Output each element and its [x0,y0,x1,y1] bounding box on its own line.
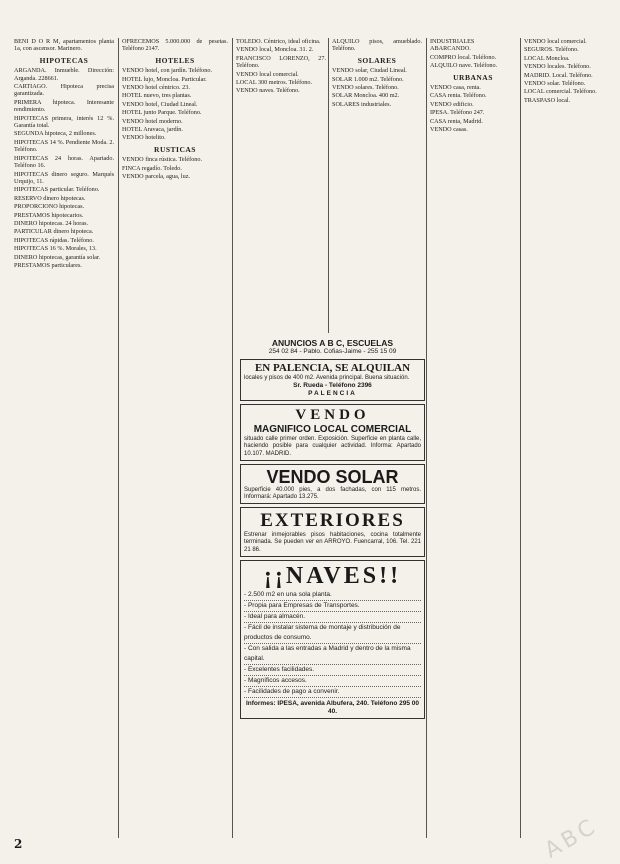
classified-ad: BENI D O R M, apartamentos planta 1a, con ascensor. Marinero. [14,38,114,53]
column-4 [332,38,422,333]
column-6 [524,38,610,838]
classified-ad: LOCAL 300 metros. Teléfono. [236,79,313,87]
classified-ad: PROPORCIONO hipotecas. [14,203,85,211]
classified-ad: CASA renta, Madrid. [430,117,483,125]
section-heading-hoteles: HOTELES [155,55,195,65]
ad-solar-body: Superficie 40.000 pies, a dos fachadas, con 115 metros. Informará: Apartado 13.275. [244,486,421,501]
classified-ad: HOTEL junto Parque. Teléfono. [122,109,202,117]
classified-ad: VENDO hotel céntrico. 23. [122,84,190,92]
column-divider [520,38,521,838]
column-divider [328,38,329,333]
ad-escuelas-heading: ANUNCIOS A B C, ESCUELAS [271,338,394,348]
ad-exteriores [240,507,425,557]
classified-ad: ALQUILO pisos, amueblado. Teléfono. [332,38,422,53]
classified-ad: LOCAL Moncloa. [524,54,570,62]
classified-ad: CARTIAGO. Hipoteca precisa garantizada. [14,83,114,98]
ad-palencia-heading: EN PALENCIA, SE ALQUILAN [254,362,411,374]
classified-ad: INDUSTRIALES ABARCANDO. [430,38,475,53]
ad-vendo-solar [240,464,425,504]
classified-ad: PRESTAMOS hipotecarios. [14,211,84,219]
classified-ad: IPESA. Teléfono 247. [430,109,485,117]
classified-ad: VENDO naves. Teléfono. [236,87,300,95]
ad-magnifico-local [240,404,425,461]
classified-ad: VENDO solar. Teléfono. [524,80,586,88]
ad-naves-heading: ¡¡NAVES!! [263,562,402,589]
classified-ad: VENDO hotel, con jardín. Teléfono. [122,67,213,75]
ad-naves [240,560,425,719]
newspaper-page [14,38,610,848]
column-5 [430,38,516,838]
classified-ad: VENDO parcela, agua, luz. [122,173,191,181]
ad-naves-contact: Informes: IPESA, avenida Albufera, 240. Teléfono 295 00 40. [245,699,420,715]
classified-ad: PRIMERA hipoteca. Interesante rendimiento. [14,98,114,114]
classified-ad: HIPOTECAS dinero seguro. Marqués Urquijo, 11. [14,170,114,185]
classified-ad: VENDO local, Moncloa. 31. 2. [236,46,314,54]
classified-ad: VENDO solar, Ciudad Lineal. [332,67,407,75]
ad-palencia [240,359,425,401]
ad-naves-item: - Fácil de instalar sistema de montaje y distribución de productos de consumo. [244,623,421,644]
ad-magnifico-body: situado calle primer orden. Exposición. Superficie en planta calle, haciendo posible para cualquier actividad. Informa: Apartado 10.107. MADRID. [244,436,421,457]
classified-ad: HIPOTECAS particular. Teléfono. [14,186,100,194]
classified-ad: TOLEDO. Céntrico, ideal oficina. [236,38,321,45]
ad-naves-item: - Ideal para almacén. [244,612,421,623]
classified-ad: HIPOTECAS 16 %. Morales, 13. [14,245,97,253]
ad-naves-item: - Magníficos accesos. [244,676,421,687]
classified-ad: ALQUILO nave. Teléfono. [430,62,498,70]
column-3 [236,38,326,333]
classified-ad: COMPRO local. Teléfono. [430,53,497,61]
classified-ad: VENDO locales. Teléfono. [524,63,591,71]
column-divider [426,38,427,838]
column-divider [232,38,233,838]
classified-ad: SOLAR 1.000 m2. Teléfono. [332,75,404,83]
classified-ad: LOCAL comercial. Teléfono. [524,88,597,96]
classified-ad: VENDO hotel moderno. [122,117,183,125]
ad-vendo-heading: VENDO [295,407,370,424]
abc-watermark: ABC [540,813,603,864]
ad-naves-item: - Propia para Empresas de Transportes. [244,601,421,612]
classified-ad: VENDO local comercial. [524,38,587,45]
ad-magnifico-heading: MAGNIFICO LOCAL COMERCIAL [253,424,412,436]
classified-ad: DINERO hipotecas, garantía solar. [14,253,101,261]
ad-exteriores-heading: EXTERIORES [260,510,405,532]
section-heading-hipotecas: HIPOTECAS [39,55,89,65]
classified-ad: VENDO local comercial. [236,70,299,78]
column-divider [118,38,119,838]
ad-naves-item: - 2.500 m2 en una sola planta. [244,590,421,601]
classified-ad: CASA renta. Teléfono. [430,92,487,100]
classified-ad: TRASPASO local. [524,96,571,104]
classified-ad: OFRECEMOS 5.000.000 de pesetas. Teléfono 2147. [122,38,228,53]
classified-ad: SEGUNDA hipoteca, 2 millones. [14,130,97,138]
classified-ad: SOLARES industriales. [332,100,392,108]
classified-ad: VENDO edificio. [430,100,474,108]
ad-palencia-contact: Sr. Rueda - Teléfono 2396 [293,382,372,390]
display-ads-block [240,338,425,722]
section-heading-rusticas: RUSTICAS [154,144,196,154]
ad-naves-item: - Excelentes facilidades. [244,665,421,676]
section-heading-urbanas: URBANAS [453,72,493,82]
ad-escuelas-phones: 254 02 84 - Pablo. Cofias-Jaime - 255 15 09 [268,348,397,355]
classified-ad: DINERO hipotecas. 24 horas. [14,219,89,227]
classified-ad: FINCA regadío. Toledo. [122,164,182,172]
column-2 [122,38,228,838]
classified-ad: HIPOTECAS 24 horas. Apartado. Teléfono 16. [14,154,114,170]
classified-ad: SOLAR Moncloa. 400 m2. [332,92,400,100]
classified-ad: PARTICULAR dinero hipoteca. [14,228,94,236]
classified-ad: VENDO hotel, Ciudad Lineal. [122,100,198,108]
ad-palencia-city: PALENCIA [308,390,357,398]
page-number: 2 [14,837,23,851]
classified-ad: VENDO hotelito. [122,134,166,142]
classified-ad: HOTEL Aravaca, jardín. [122,126,183,134]
ad-exteriores-body: Estrenar inmejorables pisos habitaciones, cocina totalmente terminada. Se pueden ver en ARROYO. Fuencarral, 106. Tel. 221 21 86. [244,532,421,553]
ad-naves-item: - Con salida a las entradas a Madrid y dentro de la misma capital. [244,644,421,665]
section-heading-solares: SOLARES [357,55,397,65]
classified-ad: VENDO casa, renta. [430,84,481,92]
classified-ad: ARGANDA. Inmueble. Dirección: Arganda. 228661. [14,67,114,82]
classified-ad: HIPOTECAS primera, interés 12 %. Garantía total. [14,114,114,130]
classified-ad: HIPOTECAS 14 %. Pendiente Moda. 2. Teléfono. [14,138,114,154]
classified-ad: RESERVO dinero hipotecas. [14,194,86,202]
classified-ad: SEGUROS. Teléfono. [524,46,579,54]
classified-ad: HOTEL lujo, Moncloa. Particular. [122,75,207,83]
classified-ad: PRESTAMOS particulares. [14,261,82,269]
column-1 [14,38,114,838]
classified-ad: FRANCISCO LORENZO, 27. Teléfono. [236,54,326,70]
ad-naves-item: - Facilidades de pago a convenir. [244,687,421,698]
classified-ad: HIPOTECAS rápidas. Teléfono. [14,236,94,244]
ad-palencia-body: locales y pisos de 400 m2. Avenida principal. Buena situación. [244,375,410,381]
classified-ad: VENDO solares. Teléfono. [332,84,399,92]
classified-ad: VENDO finca rústica. Teléfono. [122,156,203,164]
ad-solar-heading: VENDO SOLAR [266,466,399,487]
classified-ad: HOTEL nuevo, tres plantas. [122,92,192,100]
classified-ad: VENDO casas. [430,126,468,134]
classified-ad: MADRID. Local. Teléfono. [524,71,593,79]
